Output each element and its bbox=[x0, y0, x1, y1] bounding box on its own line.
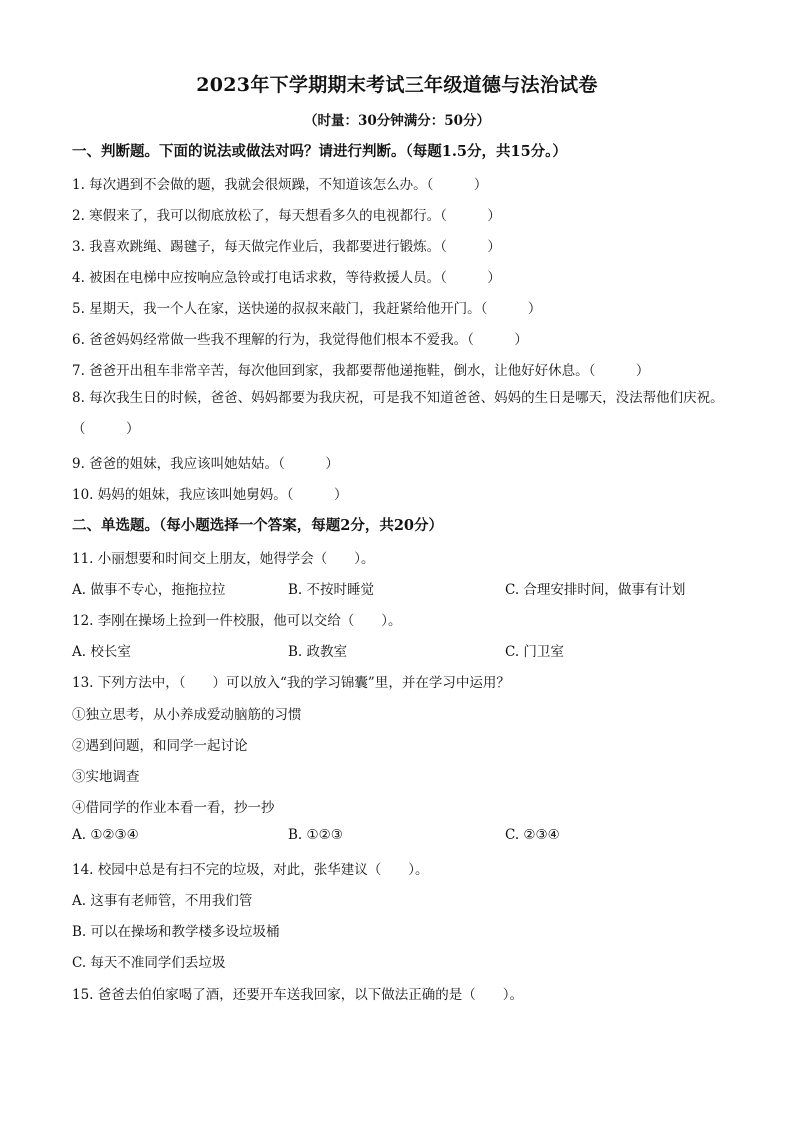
question-12-option-a: A. 校长室 bbox=[72, 644, 131, 660]
section-single-choice-heading: 二、单选题。（每小题选择一个答案，每题2分，共20分） bbox=[72, 517, 444, 534]
question-13-option-a: A. ①②③④ bbox=[72, 827, 139, 843]
question-13-statement-3: ③实地调查 bbox=[72, 769, 140, 785]
question-14-option-b: B. 可以在操场和教学楼多设垃圾桶 bbox=[72, 924, 280, 940]
judgement-item-2: 2. 寒假来了，我可以彻底放松了，每天想看多久的电视都行。（ ） bbox=[72, 208, 501, 224]
question-13-statement-2: ②遇到问题，和同学一起讨论 bbox=[72, 738, 248, 754]
judgement-item-7: 7. 爸爸开出租车非常辛苦，每次他回到家，我都要帮他递拖鞋，倒水，让他好好休息。（ ） bbox=[72, 363, 650, 379]
question-11-option-b: B. 不按时睡觉 bbox=[288, 582, 375, 598]
section-judgement-heading: 一、判断题。下面的说法或做法对吗？请进行判断。（每题1.5分，共15分。） bbox=[72, 143, 567, 160]
question-13-statement-1: ①独立思考，从小养成爱动脑筋的习惯 bbox=[72, 707, 302, 723]
judgement-item-1: 1. 每次遇到不会做的题，我就会很烦躁，不知道该怎么办。（ ） bbox=[72, 177, 488, 193]
question-12-option-c: C. 门卫室 bbox=[505, 644, 564, 660]
question-12-stem: 12. 李刚在操场上捡到一件校服，他可以交给（ ）。 bbox=[72, 613, 402, 629]
question-14-option-c: C. 每天不准同学们丢垃圾 bbox=[72, 955, 226, 971]
question-11-option-c: C. 合理安排时间，做事有计划 bbox=[505, 582, 686, 598]
question-13-option-b: B. ①②③ bbox=[288, 827, 343, 843]
exam-title: 2023年下学期期末考试三年级道德与法治试卷 bbox=[196, 74, 598, 96]
judgement-item-5: 5. 星期天，我一个人在家，送快递的叔叔来敲门，我赶紧给他开门。（ ） bbox=[72, 301, 542, 317]
question-14-stem: 14. 校园中总是有扫不完的垃圾，对此，张华建议（ ）。 bbox=[72, 862, 429, 878]
question-13-statement-4: ④借同学的作业本看一看，抄一抄 bbox=[72, 800, 275, 816]
judgement-item-9: 9. 爸爸的姐妹，我应该叫她姑姑。（ ） bbox=[72, 456, 339, 472]
exam-subtitle: （时量：30分钟满分：50分） bbox=[303, 113, 491, 129]
judgement-item-4: 4. 被困在电梯中应按响应急铃或打电话求救，等待救援人员。（ ） bbox=[72, 270, 501, 286]
judgement-item-3: 3. 我喜欢跳绳、踢毽子，每天做完作业后，我都要进行锻炼。（ ） bbox=[72, 239, 501, 255]
judgement-item-6: 6. 爸爸妈妈经常做一些我不理解的行为，我觉得他们根本不爱我。（ ） bbox=[72, 332, 528, 348]
judgement-item-10: 10. 妈妈的姐妹，我应该叫她舅妈。（ ） bbox=[72, 487, 348, 503]
question-14-option-a: A. 这事有老师管，不用我们管 bbox=[72, 893, 253, 909]
question-13-option-c: C. ②③④ bbox=[505, 827, 560, 843]
question-11-option-a: A. 做事不专心，拖拖拉拉 bbox=[72, 582, 226, 598]
judgement-item-8: 8. 每次我生日的时候，爸爸、妈妈都要为我庆祝，可是我不知道爸爸、妈妈的生日是哪天，没法帮他们庆祝。（ ） bbox=[72, 390, 724, 437]
question-15-stem: 15. 爸爸去伯伯家喝了酒，还要开车送我回家，以下做法正确的是（ ）。 bbox=[72, 987, 524, 1003]
question-13-stem: 13. 下列方法中，（ ）可以放入“我的学习锦囊”里，并在学习中运用？ bbox=[72, 675, 510, 691]
question-11-stem: 11. 小丽想要和时间交上朋友，她得学会（ ）。 bbox=[72, 551, 375, 567]
question-12-option-b: B. 政教室 bbox=[288, 644, 348, 660]
